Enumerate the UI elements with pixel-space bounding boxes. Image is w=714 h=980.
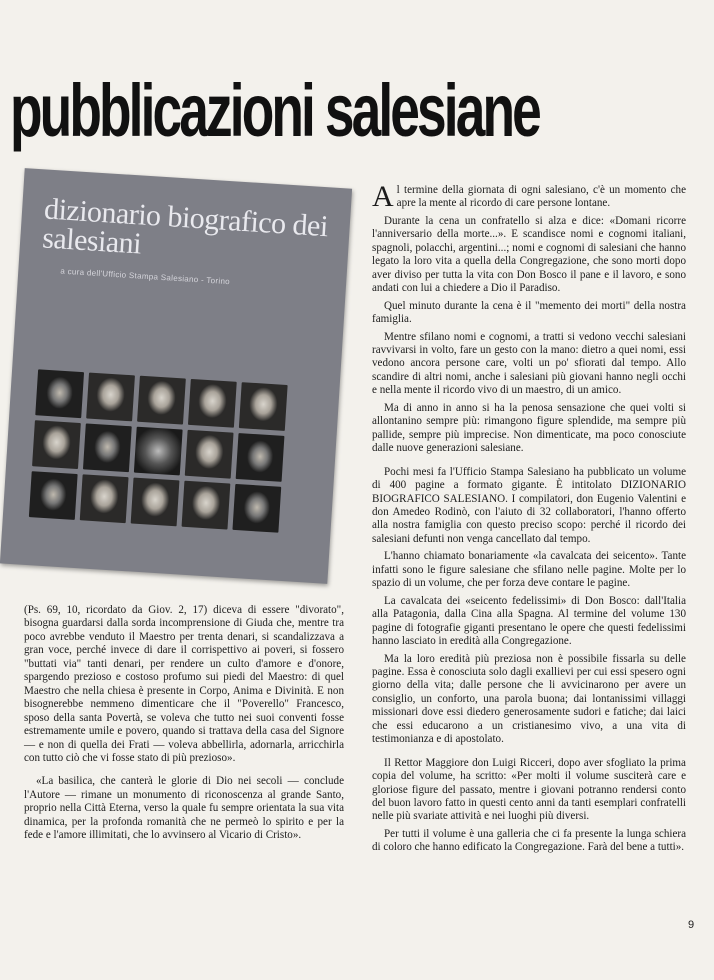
paragraph: Per tutti il volume è una galleria che ci fa presente la lunga schiera di coloro che hanno edificato la Congregazione. Farà del bene a tutti». xyxy=(372,827,686,854)
paragraph: Ma di anno in anno si ha la penosa sensazione che quei volti si allontanino sempre più: rimangono figure splendide, ma sempre più pallide, sempre più imprecise. Non dimenticate, ma poco conosciute dalle nuove generazioni salesiane. xyxy=(372,401,686,455)
paragraph: Ma la loro eredità più preziosa non è possibile fissarla su delle pagine. Essa è conosciuta solo dagli exallievi per cui essi spesero ogni giorno della vita; dalle persone che li avvicinarono per avere un consiglio, un conforto, una parola buona; dai lontanissimi villaggi missionari dove essi diedero generosamente sudori e fatiche; dai laici che essi educarono a un cristianesimo vivo, a una vita di testimonianza e di apostolato. xyxy=(372,652,686,746)
paragraph: Mentre sfilano nomi e cognomi, a tratti si vedono vecchi salesiani ravvivarsi in volto, fare un gesto con la mano: dietro a quei nomi, essi vedono ancora persone care, volti un po' sfiorati dal tempo. Allo scandire di altri nomi, anche i salesiani più giovani hanno negli occhi e nella mente il ricordo vivo di un maestro, di un amico. xyxy=(372,330,686,397)
book-subtitle: a cura dell'Ufficio Stampa Salesiano - Torino xyxy=(60,266,231,287)
portrait-image xyxy=(182,481,231,530)
left-column xyxy=(24,604,344,847)
paragraph: Durante la cena un confratello si alza e dice: «Domani ricorre l'anniversario della morte...». E scandisce nomi e cognomi italiani, spagnoli, polacchi, argentini...; nomi e cognomi di salesiani che hanno legato la loro vita a quella della Congregazione, che sono morti dopo aver diviso per tutta la vita con Don Bosco il pane e il lavoro, e sono andati con lui a chiedere a Dio il Paradiso. xyxy=(372,214,686,295)
drop-cap: A xyxy=(372,180,394,213)
book-cover-photo xyxy=(0,168,352,584)
portrait-image xyxy=(35,369,84,418)
paragraph: Il Rettor Maggiore don Luigi Ricceri, dopo aver sfogliato la prima copia del volume, ha scritto: «Per molti il volume susciterà care e gloriose figure del passato, mentre i giovani potranno rendersi conto del buon lavoro fatto in questi cento anni da tanti esemplari confratelli nelle più svariate attività e nei luoghi più diversi. xyxy=(372,756,686,823)
paragraph: L'hanno chiamato bonariamente «la cavalcata dei seicento». Tante infatti sono le figure salesiane che sfilano nelle pagine. Molte per lo spazio di un volume, che per forza deve contare le pagine. xyxy=(372,550,686,590)
right-column xyxy=(372,180,686,859)
paragraph: Quel minuto durante la cena è il "memento dei morti" della nostra famiglia. xyxy=(372,299,686,326)
portrait-image xyxy=(83,423,132,472)
portrait-image xyxy=(86,373,135,422)
page-headline: pubblicazioni salesiane xyxy=(10,69,539,152)
portrait-image xyxy=(236,433,285,482)
portrait-image xyxy=(29,471,78,520)
portrait-image xyxy=(131,478,180,527)
paragraph: La cavalcata dei «seicento fedelissimi» di Don Bosco: dall'Italia alla Patagonia, dalla Cina alla Spagna. Al termine del volume 130 pagine di fotografie giganti presentano le opere che questi fedelissimi hanno lasciato in eredità alla Congregazione. xyxy=(372,594,686,648)
paragraph: Al termine della giornata di ogni salesiano, c'è un momento che apre la mente al ricordo di care persone lontane. xyxy=(372,180,686,213)
portrait-image xyxy=(80,474,129,523)
paragraph: (Ps. 69, 10, ricordato da Giov. 2, 17) diceva di essere "divorato", bisogna guardarsi dalla sorda incomprensione di Giuda che, mentre tra poco avrebbe venduto il Maestro per trenta denari, si scandalizzava a gran voce, perché invece di dare il corrispettivo ai poveri, si fossero "buttati via" tanti denari, per rendere un culto d'amore e d'onore, spargendo prezioso e costoso profumo sui piedi del Maestro: di quel Maestro che nella chiesa è presente in Corpo, Anima e Divinità. E non bisognerebbe nemmeno dimenticare che il "Poverello" Francesco, sposo della santa Povertà, se voleva che tutto nei suoi conventi fosse estremamente umile e povero, quando si trattava della casa del Signore — e non di quella dei Frati — voleva abbellirla, adornarla, arricchirla con tutto ciò che vi fosse stato di più prezioso». xyxy=(24,604,344,764)
book-title: dizionario biografico dei salesiani xyxy=(41,192,329,261)
portrait-grid xyxy=(29,369,292,533)
page-number: 9 xyxy=(688,919,695,931)
paragraph: Pochi mesi fa l'Ufficio Stampa Salesiano ha pubblicato un volume di 400 pagine a formato gigante. È intitolato DIZIONARIO BIOGRAFICO SALESIANO. I compilatori, don Eugenio Valentini e don Amedeo Rodinò, con l'aiuto di 32 collaboratori, l'hanno offerto alla nostra famiglia con questo preciso scopo: perché il ricordo dei salesiani defunti non venga cancellato dal tempo. xyxy=(372,465,686,545)
paragraph: «La basilica, che canterà le glorie di Dio nei secoli — conclude l'Autore — rimane un monumento di riconoscenza al grande Santo, proprio nella Città Eterna, verso la quale fu sempre orientata la sua vita dinamica, per la profonda romanità che ne permeò lo spirito e per la fede e l'amore illimitati, che lo avvinsero al Vicario di Cristo». xyxy=(24,775,344,842)
portrait-image xyxy=(232,484,281,533)
portrait-image xyxy=(188,379,237,428)
portrait-image xyxy=(185,430,234,479)
portrait-image xyxy=(137,376,186,425)
portrait-image xyxy=(32,420,81,469)
emblem-image xyxy=(134,427,183,476)
portrait-image xyxy=(239,382,288,431)
